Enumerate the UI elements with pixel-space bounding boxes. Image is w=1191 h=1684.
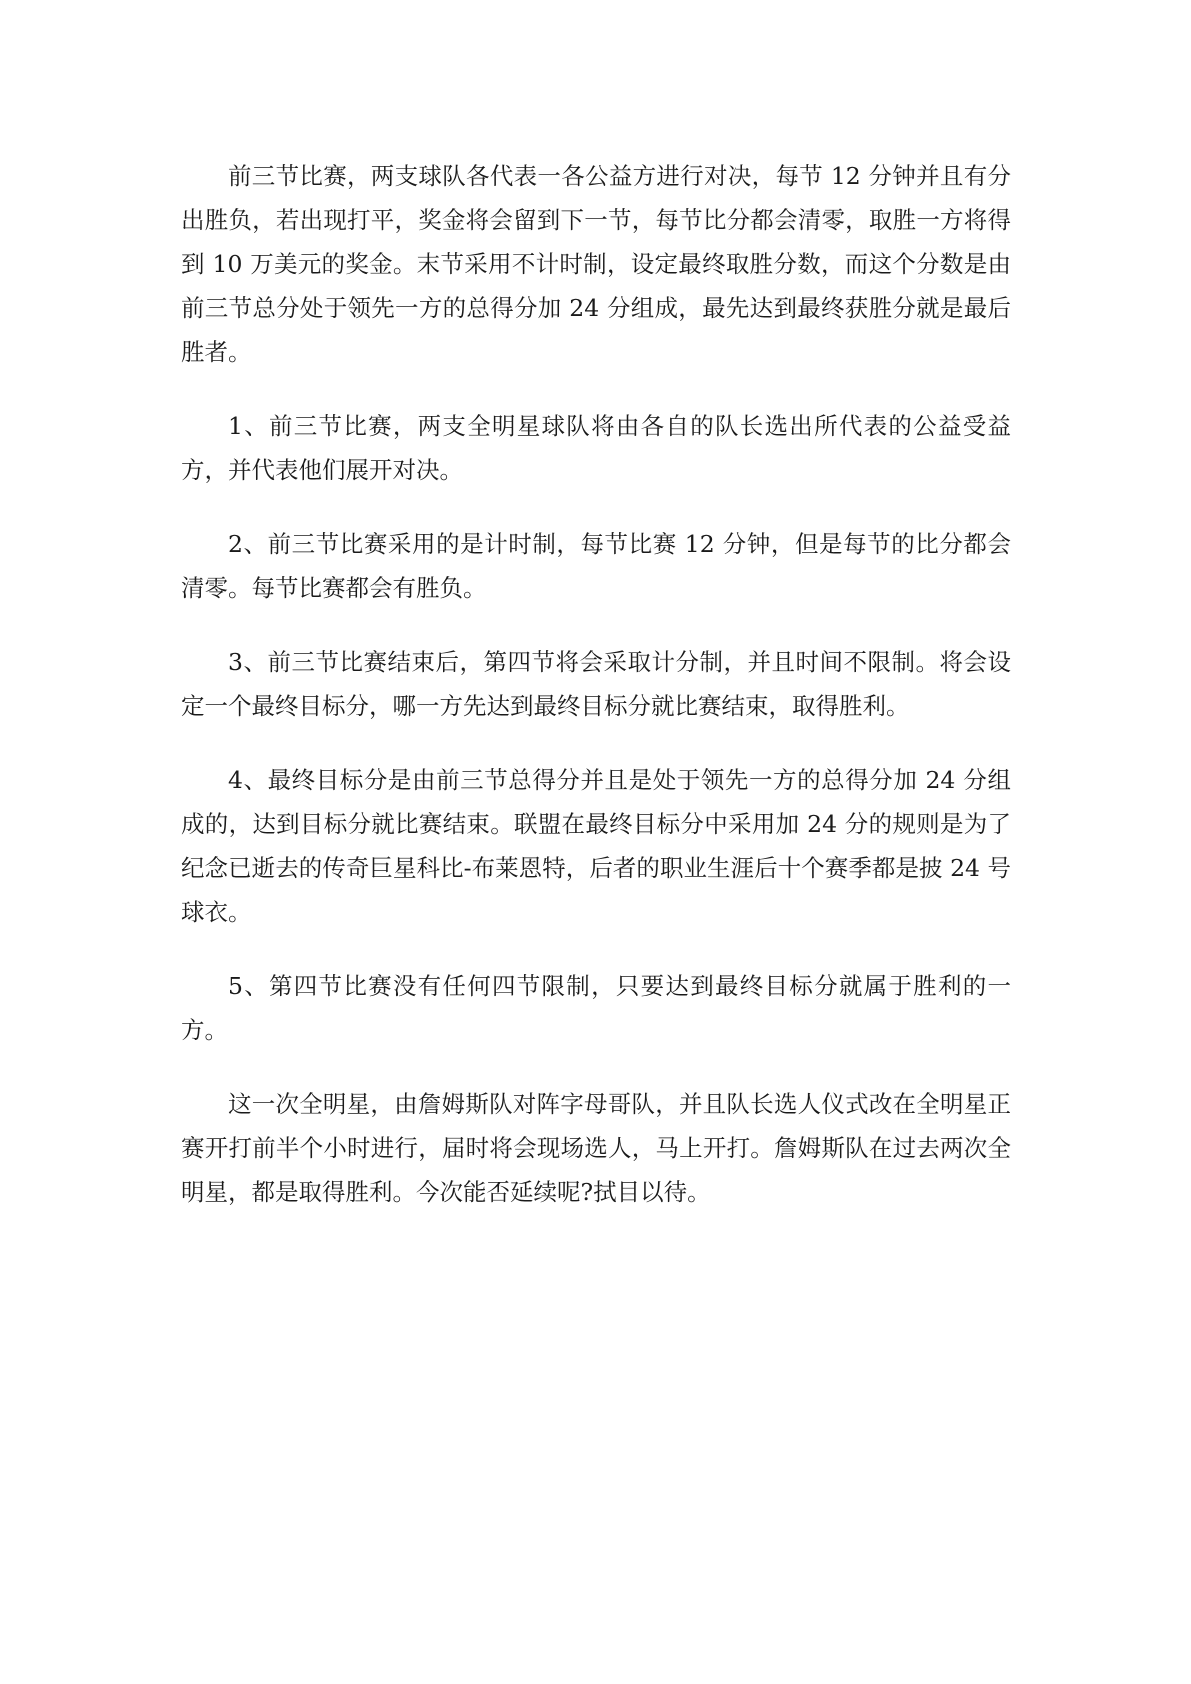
paragraph-rule-4: 4、最终目标分是由前三节总得分并且是处于领先一方的总得分加 24 分组成的，达到目标分就比赛结束。联盟在最终目标分中采用加 24 分的规则是为了纪念已逝去的传奇巨星科比-布莱恩特，后者的职业生涯后十个赛季都是披 24 号球衣。 (181, 766, 1011, 926)
paragraph-rule-5: 5、第四节比赛没有任何四节限制，只要达到最终目标分就属于胜利的一方。 (181, 972, 1011, 1044)
paragraph-rule-3: 3、前三节比赛结束后，第四节将会采取计分制，并且时间不限制。将会设定一个最终目标分，哪一方先达到最终目标分就比赛结束，取得胜利。 (181, 648, 1011, 720)
document-body (181, 154, 1011, 1244)
paragraph-conclusion: 这一次全明星，由詹姆斯队对阵字母哥队，并且队长选人仪式改在全明星正赛开打前半个小时进行，届时将会现场选人，马上开打。詹姆斯队在过去两次全明星，都是取得胜利。今次能否延续呢?拭目以待。 (181, 1090, 1011, 1206)
paragraph-intro: 前三节比赛，两支球队各代表一各公益方进行对决，每节 12 分钟并且有分出胜负，若出现打平，奖金将会留到下一节，每节比分都会清零，取胜一方将得到 10 万美元的奖金。末节采用不计时制，设定最终取胜分数，而这个分数是由前三节总分处于领先一方的总得分加 24 分组成，最先达到最终获胜分就是最后胜者。 (181, 162, 1011, 366)
paragraph-rule-1: 1、前三节比赛，两支全明星球队将由各自的队长选出所代表的公益受益方，并代表他们展开对决。 (181, 412, 1011, 484)
paragraph-rule-2: 2、前三节比赛采用的是计时制，每节比赛 12 分钟，但是每节的比分都会清零。每节比赛都会有胜负。 (181, 530, 1011, 602)
